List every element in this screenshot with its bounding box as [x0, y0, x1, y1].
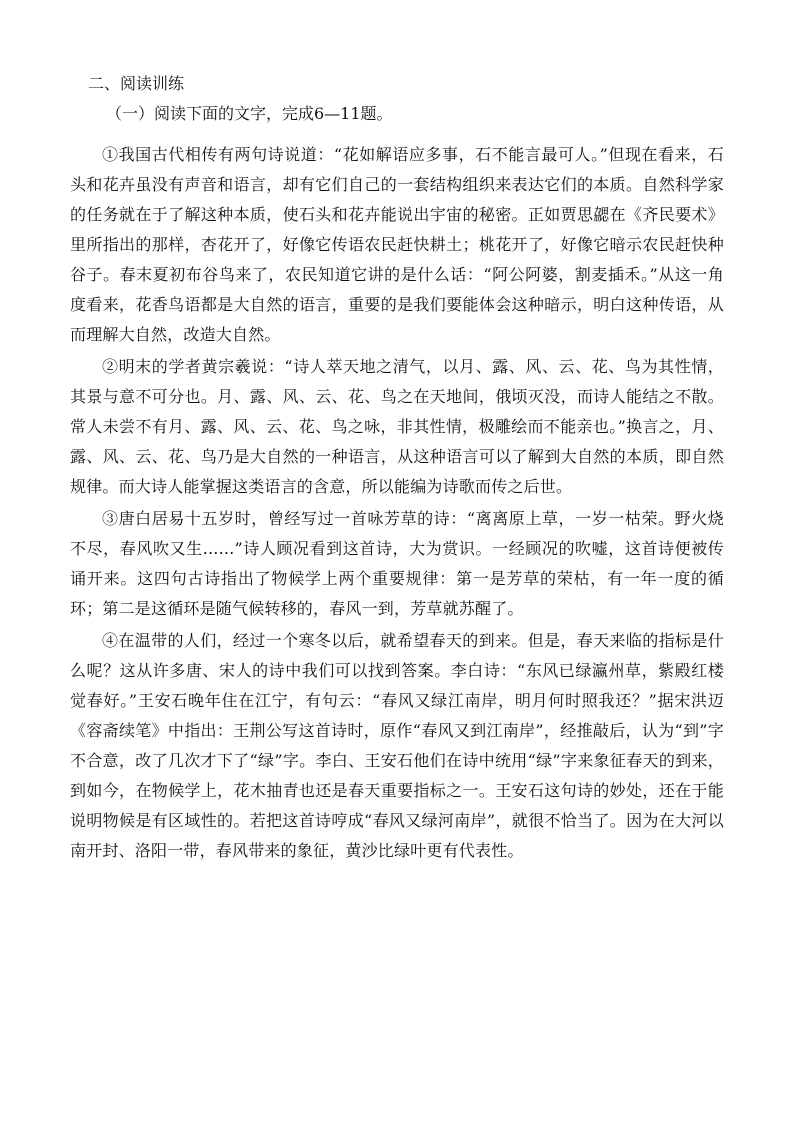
paragraph-1: ①我国古代相传有两句诗说道：“花如解语应多事，石不能言最可人。”但现在看来，石头和花卉虽没有声音和语言，却有它们自己的一套结构组织来表达它们的本质。自然科学家的任务就在于了解这种本质，使石头和花卉能说出宇宙的秘密。正如贾思勰在《齐民要术》里所指出的那样，杏花开了，好像它传语农民赶快耕土；桃花开了，好像它暗示农民赶快种谷子。春末夏初布谷鸟来了，农民知道它讲的是什么话：“阿公阿婆，割麦插禾。”从这一角度看来，花香鸟语都是大自然的语言，重要的是我们要能体会这种暗示，明白这种传语，从而理解大自然，改造大自然。 — [70, 145, 724, 344]
section-heading: 二、阅读训练 — [88, 74, 185, 93]
paragraph-4: ④在温带的人们，经过一个寒冬以后，就希望春天的到来。但是，春天来临的指标是什么呢？这从许多唐、宋人的诗中我们可以找到答案。李白诗：“东风已绿瀛州草，紫殿红楼觉春好。”王安石晚年住在江宁，有句云：“春风又绿江南岸，明月何时照我还？”据宋洪迈《容斋续笔》中指出：王荆公写这首诗时，原作“春风又到江南岸”，经推敲后，认为“到”字不合意，改了几次才下了“绿”字。李白、王安石他们在诗中统用“绿”字来象征春天的到来，到如今，在物候学上，花木抽青也还是春天重要指标之一。王安石这句诗的妙处，还在于能说明物候是有区域性的。若把这首诗哼成“春风又绿河南岸”，就很不恰当了。因为在大河以南开封、洛阳一带，春风带来的象征，黄沙比绿叶更有代表性。 — [70, 631, 724, 860]
reading-instruction: （一）阅读下面的文字，完成6—11题。 — [106, 104, 393, 123]
paragraph-3: ③唐白居易十五岁时，曾经写过一首咏芳草的诗：“离离原上草，一岁一枯荣。野火烧不尽，春风吹又生......”诗人顾况看到这首诗，大为赏识。一经顾况的吹嘘，这首诗便被传诵开来。这四句古诗指出了物候学上两个重要规律：第一是芳草的荣枯，有一年一度的循环；第二是这循环是随气候转移的，春风一到，芳草就苏醒了。 — [70, 509, 724, 618]
paragraph-2: ②明末的学者黄宗羲说：“诗人萃天地之清气，以月、露、风、云、花、鸟为其性情，其景与意不可分也。月、露、风、云、花、鸟之在天地间，俄顷灭没，而诗人能结之不散。常人未尝不有月、露、风、云、花、鸟之咏，非其性情，极雕绘而不能亲也。”换言之，月、露、风、云、花、鸟乃是大自然的一种语言，从这种语言可以了解到大自然的本质，即自然规律。而大诗人能掌握这类语言的含意，所以能编为诗歌而传之后世。 — [70, 357, 724, 496]
